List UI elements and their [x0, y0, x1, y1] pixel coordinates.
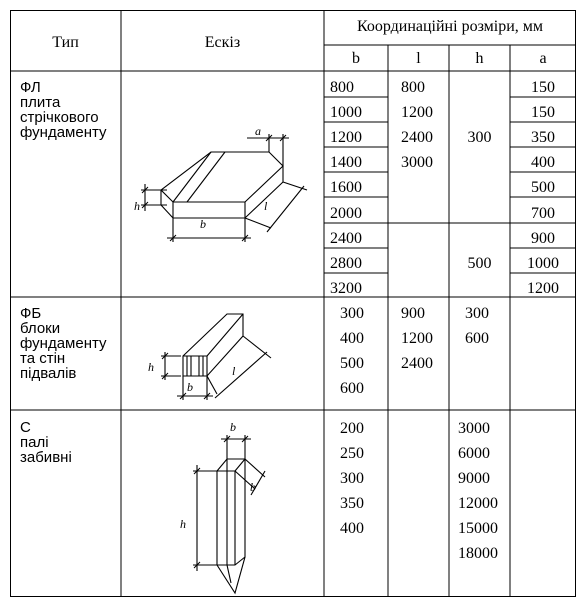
fb-block-sketch: [121, 300, 324, 410]
fl-sketch-label-a: a: [255, 124, 261, 138]
fl-b-value: 1400: [330, 154, 362, 171]
c-b-value: 350: [340, 495, 364, 512]
foundation-elements-table: [10, 10, 576, 597]
c-sketch-label-b: b: [230, 420, 236, 434]
fb-l-value: 900: [401, 305, 425, 322]
type-c-line: палі: [20, 434, 49, 451]
fb-sketch-label-l: l: [232, 364, 236, 378]
c-pile-sketch: [121, 415, 324, 595]
type-fb-line: блоки: [20, 320, 61, 337]
fl-a-value: 150: [531, 79, 555, 96]
c-sketch-label-b-side: b: [250, 480, 256, 494]
fl-a-value: 1000: [527, 255, 559, 272]
fl-h-value: 300: [467, 129, 492, 146]
fl-b-value: 3200: [330, 280, 362, 297]
type-fb-code: ФБ: [20, 305, 42, 322]
fl-l-value: 3000: [401, 154, 433, 171]
fl-a-value: 500: [531, 179, 555, 196]
type-fl-code: ФЛ: [20, 79, 41, 96]
header-b: b: [352, 50, 360, 67]
c-sketch-label-h: h: [180, 517, 186, 531]
fb-h-value: 600: [465, 330, 489, 347]
header-coordinate-sizes: Координаційні розміри, мм: [356, 18, 544, 35]
c-b-value: 200: [340, 420, 364, 437]
c-b-value: 300: [340, 470, 364, 487]
fl-l-value: 2400: [401, 129, 433, 146]
header-h: h: [475, 50, 484, 67]
type-fl-line: стрічкового: [20, 109, 99, 126]
fl-b-value: 2400: [330, 230, 362, 247]
c-b-value: 250: [340, 445, 364, 462]
fl-a-value: 900: [531, 230, 555, 247]
fl-a-value: 700: [531, 205, 555, 222]
fl-a-value: 350: [531, 129, 555, 146]
c-b-value: 400: [340, 520, 364, 537]
c-h-value: 18000: [458, 545, 498, 562]
fb-b-value: 500: [340, 355, 364, 372]
fl-a-value: 150: [531, 104, 555, 121]
fl-b-value: 1600: [330, 179, 362, 196]
c-h-value: 3000: [458, 420, 490, 437]
fb-b-value: 600: [340, 380, 364, 397]
header-type: Тип: [52, 34, 79, 51]
fl-sketch-label-b: b: [200, 217, 206, 231]
fb-l-value: 2400: [401, 355, 433, 372]
c-h-value: 6000: [458, 445, 490, 462]
fl-b-value: 1000: [330, 104, 362, 121]
type-fb-line: та стін: [20, 350, 66, 367]
type-fb-line: підвалів: [20, 365, 77, 382]
type-fl-line: фундаменту: [20, 124, 107, 141]
fb-l-value: 1200: [401, 330, 433, 347]
fb-sketch-label-b: b: [187, 380, 193, 394]
fl-b-value: 2800: [330, 255, 362, 272]
fb-b-value: 400: [340, 330, 364, 347]
fl-h-value: 500: [467, 255, 492, 272]
fl-slab-sketch: [121, 110, 324, 250]
fl-l-value: 800: [401, 79, 425, 96]
type-c-line: забивні: [20, 449, 72, 466]
c-h-value: 15000: [458, 520, 498, 537]
c-h-value: 12000: [458, 495, 498, 512]
fl-a-value: 400: [531, 154, 555, 171]
c-h-value: 9000: [458, 470, 490, 487]
fl-sketch-label-h: h: [134, 199, 140, 213]
type-fl-line: плита: [20, 94, 61, 111]
type-fb-line: фундаменту: [20, 335, 107, 352]
fl-b-value: 800: [330, 79, 354, 96]
fl-b-value: 2000: [330, 205, 362, 222]
header-l: l: [416, 50, 421, 67]
fl-b-value: 1200: [330, 129, 362, 146]
fb-sketch-label-h: h: [148, 360, 154, 374]
fl-l-value: 1200: [401, 104, 433, 121]
type-c-code: С: [20, 419, 31, 436]
fl-a-value: 1200: [527, 280, 559, 297]
header-sketch: Ескіз: [204, 34, 241, 51]
fb-h-value: 300: [465, 305, 489, 322]
fl-sketch-label-l: l: [264, 199, 268, 213]
fb-b-value: 300: [340, 305, 364, 322]
header-a: a: [539, 50, 547, 67]
